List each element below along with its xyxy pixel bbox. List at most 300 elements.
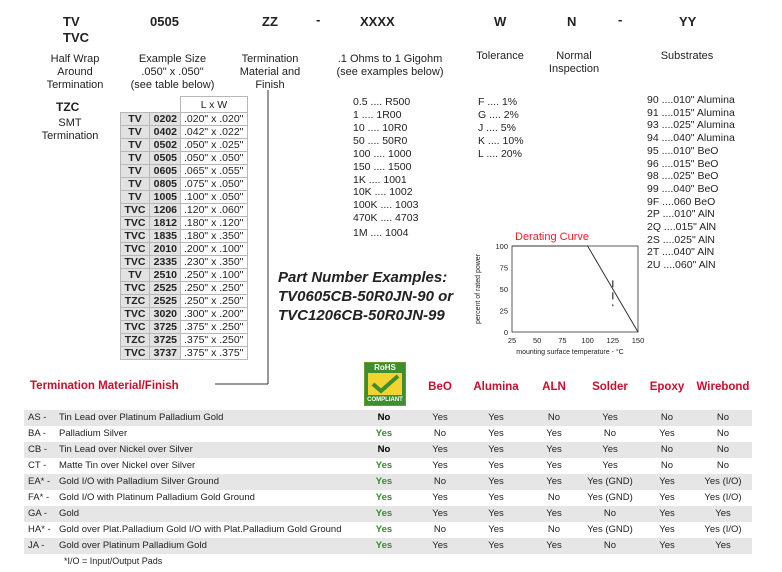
termination-cell: Yes: [546, 444, 562, 455]
substrate-row: 94 ....040" Alumina: [647, 132, 735, 145]
part-number-examples: [278, 268, 453, 325]
size-row: [121, 269, 248, 282]
rohs-badge-bottom: COMPLIANT: [367, 397, 403, 403]
size-prefix: TVC: [121, 308, 150, 321]
resistance-code: 10R0: [382, 122, 408, 134]
size-prefix: TVC: [121, 256, 150, 269]
termination-code: JA -: [28, 540, 45, 551]
size-row: [121, 321, 248, 334]
termination-cell: Yes: [432, 508, 448, 519]
size-row: [121, 113, 248, 126]
termination-cell: Yes: [602, 460, 618, 471]
size-prefix: TVC: [121, 243, 150, 256]
resistance-value: 1: [353, 109, 359, 121]
substrate-code: 98: [647, 170, 659, 183]
substrate-desc: .025" AlN: [671, 233, 715, 246]
size-dimensions: .100" x .050": [181, 191, 248, 204]
size-prefix: TV: [121, 152, 150, 165]
substrate-row: 2Q ....015" AlN: [647, 221, 717, 233]
termination-cell: Yes: [432, 460, 448, 471]
size-row: [121, 126, 248, 139]
substrate-desc: .040" AlN: [670, 246, 715, 259]
sub-title: Substrates: [660, 50, 714, 62]
resistance-code: 1R00: [376, 109, 402, 121]
tolerance-value: 5%: [500, 122, 516, 134]
termination-cell: Yes (I/O): [704, 524, 742, 535]
size-prefix: TVC: [121, 282, 150, 295]
substrate-row: 98 ....025" BeO: [647, 170, 719, 183]
termination-row: [24, 506, 752, 522]
resistance-value: 1K: [353, 174, 366, 186]
size-table-header: L x W: [181, 97, 248, 113]
termination-cell: Yes: [659, 540, 675, 551]
termination-column-header: Solder: [592, 381, 628, 393]
size-dimensions: .375" x .250": [181, 334, 248, 347]
resistance-code: 1004: [385, 227, 409, 239]
termination-code: GA -: [28, 508, 48, 519]
termination-cell: Yes (I/O): [704, 476, 742, 487]
resistance-code: R500: [385, 96, 411, 108]
size-dimensions: .120" x .060": [181, 204, 248, 217]
termination-cell: No: [716, 460, 730, 471]
termination-column-header: Wirebond: [696, 381, 750, 393]
substrate-row: 91 ....015" Alumina: [647, 106, 735, 119]
size-row: [121, 334, 248, 347]
termination-cell: No: [433, 428, 447, 439]
rohs-value: Yes: [375, 540, 393, 551]
termination-cell: Yes: [432, 540, 448, 551]
termination-code: FA* -: [28, 492, 50, 503]
size-dimensions: .075" x .050": [181, 178, 248, 191]
substrate-code: 96: [647, 157, 659, 170]
resistance-code: 1000: [388, 148, 412, 160]
size-row: [121, 152, 248, 165]
size-row: [121, 165, 248, 178]
substrate-code: 2U: [647, 259, 661, 272]
termination-cell: No: [547, 524, 561, 535]
termination-cell: No: [603, 428, 617, 439]
termination-column-header: Alumina: [473, 381, 519, 393]
termination-column-header: ALN: [542, 381, 566, 393]
termination-code: EA* -: [28, 476, 51, 487]
termination-desc: Palladium Silver: [59, 428, 128, 439]
termination-cell: Yes: [659, 428, 675, 439]
substrate-code: 2P: [647, 208, 660, 221]
chart-ytick-label: 0: [503, 328, 508, 337]
resistance-row: 0.5 .... R500: [353, 96, 411, 108]
size-dimensions: .065" x .055": [181, 165, 248, 178]
size-code: 3737: [150, 347, 181, 360]
size-prefix: TV: [121, 191, 150, 204]
chart-xtick-label: 50: [533, 336, 542, 345]
chart-xtick-label: 150: [631, 336, 645, 345]
termination-cell: No: [547, 492, 561, 503]
tolerance-value: 20%: [500, 148, 522, 160]
termination-desc: Gold I/O with Platinum Palladium Gold Ground: [59, 492, 255, 503]
size-row: [121, 230, 248, 243]
termination-row: [24, 474, 752, 490]
resistance-code: 4703: [395, 212, 419, 224]
chart-ytick-label: 50: [499, 285, 508, 294]
resistance-row: 10K .... 1002: [353, 186, 413, 198]
resistance-row: 470K .... 4703: [353, 212, 419, 224]
termination-desc: Tin Lead over Nickel over Silver: [59, 444, 193, 455]
size-prefix: TVC: [121, 347, 150, 360]
termination-cell: Yes: [659, 524, 675, 535]
size-code: 3020: [150, 308, 181, 321]
code-tolerance: W: [494, 14, 507, 29]
tzc-label: TZC: [56, 100, 80, 114]
termination-row: [24, 522, 752, 538]
size-dimensions: .250" x .250": [181, 295, 248, 308]
substrate-row: 99 ....040" BeO: [647, 182, 719, 195]
termination-desc: Gold over Platinum Palladium Gold: [59, 540, 207, 551]
resistance-value: 10: [353, 122, 365, 134]
rohs-value: No: [377, 412, 391, 423]
resistance-row: 150 .... 1500: [353, 161, 412, 173]
size-code: 3725: [150, 321, 181, 334]
termination-cell: No: [603, 540, 617, 551]
termination-cell: No: [660, 460, 674, 471]
size-dimensions: .200" x .100": [181, 243, 248, 256]
termination-cell: Yes: [488, 444, 504, 455]
size-note: (see table below): [130, 79, 215, 91]
size-code: 1812: [150, 217, 181, 230]
substrate-row: 2U ....060" AlN: [647, 259, 716, 272]
termination-row: [24, 490, 752, 506]
substrate-row: 95 ....010" BeO: [647, 144, 719, 157]
rohs-value: Yes: [375, 428, 393, 439]
termination-desc: Gold: [59, 508, 80, 519]
substrate-code: 90: [647, 94, 659, 106]
termination-row: [24, 458, 752, 474]
termination-cell: No: [547, 412, 561, 423]
size-dimensions: .020" x .020": [181, 113, 248, 126]
termination-cell: Yes: [432, 492, 448, 503]
size-prefix: TV: [121, 113, 150, 126]
size-code: 0805: [150, 178, 181, 191]
tolerance-value: 2%: [503, 109, 519, 121]
tolerance-row: K .... 10%: [478, 135, 524, 147]
termination-cell: Yes: [602, 412, 618, 423]
termination-cell: Yes: [488, 428, 504, 439]
termination-cell: No: [716, 444, 730, 455]
resistance-value: 150: [353, 161, 371, 173]
tolerance-code: F: [478, 96, 485, 108]
termination-desc: Gold I/O with Palladium Silver Ground: [59, 476, 219, 487]
res-title: .1 Ohms to 1 Gigohm: [337, 53, 443, 65]
chart-ytick-label: 100: [495, 242, 508, 251]
resistance-row: 1M .... 1004: [353, 227, 409, 239]
size-row: [121, 139, 248, 152]
size-dimensions: .042" x .022": [181, 126, 248, 139]
resistance-code: 50R0: [382, 135, 408, 147]
rohs-check-icon: [368, 373, 402, 395]
derating-chart: [472, 226, 648, 358]
termination-code: HA* -: [28, 524, 51, 535]
dash-2: -: [618, 12, 623, 27]
size-dimensions: .050" x .050": [181, 152, 248, 165]
termination-cell: Yes (GND): [587, 476, 633, 487]
resistance-value: 50: [353, 135, 365, 147]
size-code: 2335: [150, 256, 181, 269]
substrate-desc: .015" Alumina: [670, 106, 735, 119]
examples-line-2: TVC1206CB-50R0JN-99: [278, 307, 445, 324]
tol-title: Tolerance: [476, 50, 524, 62]
code-tvc: TVC: [63, 30, 89, 45]
code-resistance: XXXX: [360, 14, 395, 29]
size-prefix: TV: [121, 139, 150, 152]
termination-cell: No: [660, 444, 674, 455]
size-dimensions: .300" x .200": [181, 308, 248, 321]
termination-cell: No: [603, 508, 617, 519]
substrate-code: 95: [647, 144, 659, 157]
termination-cell: Yes: [715, 508, 731, 519]
size-dimensions: .230" x .350": [181, 256, 248, 269]
substrate-code: 2T: [647, 246, 660, 259]
size-title: Example Size: [138, 53, 207, 65]
termination-row: [24, 538, 752, 554]
size-dimensions: .250" x .250": [181, 282, 248, 295]
substrate-desc: .060" AlN: [672, 259, 716, 272]
size-code: 1005: [150, 191, 181, 204]
size-code: 2010: [150, 243, 181, 256]
size-code: 2525: [150, 295, 181, 308]
termination-desc: Matte Tin over Nickel over Silver: [59, 460, 196, 471]
rohs-value: Yes: [375, 492, 393, 503]
termination-column-header: BeO: [428, 381, 452, 393]
termination-cell: Yes: [488, 476, 504, 487]
size-code: 0502: [150, 139, 181, 152]
size-row: [121, 308, 248, 321]
termination-code: CB -: [28, 444, 47, 455]
substrate-code: 93: [647, 119, 659, 132]
footnote: *I/O = Input/Output Pads: [64, 556, 163, 566]
chart-xtick-label: 125: [606, 336, 620, 345]
size-code: 1206: [150, 204, 181, 217]
res-note: (see examples below): [336, 66, 444, 78]
termination-code: CT -: [28, 460, 47, 471]
termination-cell: No: [716, 412, 730, 423]
resistance-row: 1 .... 1R00: [353, 109, 402, 121]
tolerance-value: 1%: [501, 96, 518, 108]
code-size: 0505: [150, 14, 179, 29]
rohs-value: Yes: [375, 508, 393, 519]
size-code: 3725: [150, 334, 181, 347]
substrate-row: 90 ....010" Alumina: [647, 94, 735, 106]
chart-xlabel: mounting surface temperature - °C: [516, 349, 624, 356]
size-row: [121, 217, 248, 230]
termination-cell: Yes: [432, 412, 448, 423]
size-prefix: TVC: [121, 321, 150, 334]
chart-plot-area: [512, 246, 638, 332]
substrate-desc: .060 BeO: [670, 195, 716, 208]
size-prefix: TZC: [121, 334, 150, 347]
termination-cell: Yes (GND): [587, 524, 633, 535]
resistance-value: 100K: [353, 199, 378, 211]
size-row: [121, 178, 248, 191]
chart-xtick-label: 75: [558, 336, 567, 345]
size-prefix: TV: [121, 126, 150, 139]
substrate-row: 96 ....015" BeO: [647, 157, 719, 170]
termination-cell: Yes: [546, 540, 562, 551]
resistance-value: 0.5: [353, 96, 368, 108]
termination-cell: Yes: [488, 540, 504, 551]
code-substrate: YY: [679, 14, 697, 29]
chart-ytick-label: 75: [499, 263, 508, 273]
rohs-value: Yes: [375, 476, 393, 487]
substrate-desc: .025" BeO: [670, 170, 719, 183]
examples-line-1: TV0605CB-50R0JN-90 or: [278, 288, 454, 305]
termination-cell: Yes: [488, 492, 504, 503]
resistance-value: 10K: [353, 186, 372, 198]
size-prefix: TVC: [121, 204, 150, 217]
chart-ytick-label: 25: [499, 306, 508, 316]
resistance-code: 1500: [388, 161, 412, 173]
termination-desc: Gold over Plat.Palladium Gold I/O with Plat.Palladium Gold Ground: [59, 524, 342, 535]
rohs-value: Yes: [375, 460, 393, 471]
size-row: [121, 204, 248, 217]
dash-1: -: [316, 12, 321, 27]
termination-title: Termination Material/Finish: [30, 380, 179, 392]
size-code: 1835: [150, 230, 181, 243]
termination-cell: Yes: [546, 460, 562, 471]
size-dimensions: .180" x .350": [181, 230, 248, 243]
termination-cell: No: [716, 428, 730, 439]
termination-desc: Tin Lead over Platinum Palladium Gold: [59, 412, 224, 423]
substrate-row: 2T ....040" AlN: [647, 246, 715, 259]
size-row: [121, 191, 248, 204]
chart-xtick-label: 100: [581, 336, 594, 345]
substrate-row: 9F ....060 BeO: [647, 195, 716, 208]
resistance-row: 1K .... 1001: [353, 174, 407, 186]
substrate-code: 2Q: [647, 221, 662, 233]
substrate-row: 2P ....010" AlN: [647, 208, 715, 221]
tzc-desc: SMT Termination: [41, 117, 99, 142]
size-dimensions: .250" x .100": [181, 269, 248, 282]
termination-cell: Yes: [432, 444, 448, 455]
term-title: Termination Material and Finish: [239, 53, 301, 91]
resistance-code: 1002: [389, 186, 413, 198]
termination-cell: Yes: [488, 460, 504, 471]
chart-title: Derating Curve: [515, 231, 589, 243]
resistance-row: 10 .... 10R0: [353, 122, 408, 134]
termination-column-header: Epoxy: [649, 381, 685, 393]
substrate-code: 91: [647, 106, 659, 119]
examples-title: Part Number Examples:: [278, 269, 448, 286]
tolerance-code: J: [478, 122, 484, 134]
size-code: 0402: [150, 126, 181, 139]
size-prefix: TVC: [121, 230, 150, 243]
size-row: [121, 256, 248, 269]
size-dimensions: .180" x .120": [181, 217, 248, 230]
termination-row: [24, 442, 752, 458]
resistance-value: 470K: [353, 212, 378, 224]
substrate-desc: .040" Alumina: [670, 132, 735, 145]
termination-cell: Yes (GND): [587, 492, 633, 503]
rohs-value: Yes: [375, 524, 393, 535]
substrate-desc: .010" BeO: [670, 144, 719, 157]
termination-cell: Yes: [488, 508, 504, 519]
resistance-value: 100: [353, 148, 371, 160]
rohs-badge: [364, 362, 406, 406]
size-prefix: TV: [121, 165, 150, 178]
tolerance-row: F .... 1%: [478, 96, 518, 108]
size-dimensions: .050" x .025": [181, 139, 248, 152]
termination-cell: Yes: [546, 428, 562, 439]
termination-row: [24, 426, 752, 442]
substrate-code: 99: [647, 182, 659, 195]
tolerance-row: J .... 5%: [478, 122, 516, 134]
size-dimensions: .375" x .375": [181, 347, 248, 360]
termination-cell: Yes: [659, 508, 675, 519]
substrate-desc: .025" Alumina: [670, 119, 735, 132]
insp-title: Normal Inspection: [548, 50, 600, 75]
resistance-code: 1001: [383, 174, 407, 186]
termination-cell: Yes: [488, 412, 504, 423]
tolerance-code: G: [478, 109, 487, 121]
substrate-desc: .015" AlN: [672, 221, 717, 233]
code-termination: ZZ: [262, 14, 278, 29]
termination-cell: No: [433, 524, 447, 535]
size-row: [121, 282, 248, 295]
substrate-row: 93 ....025" Alumina: [647, 119, 735, 132]
size-code: 0505: [150, 152, 181, 165]
size-row: [121, 347, 248, 360]
size-prefix: TVC: [121, 217, 150, 230]
rohs-value: No: [377, 444, 391, 455]
size-example: .050" x .050": [141, 66, 204, 78]
rohs-badge-top: RoHS: [365, 363, 405, 373]
termination-cell: Yes: [488, 524, 504, 535]
substrate-code: 94: [647, 132, 659, 145]
resistance-row: 100 .... 1000: [353, 148, 412, 160]
substrate-code: 2S: [647, 233, 660, 246]
resistance-code: 1003: [395, 199, 419, 211]
code-tv: TV: [63, 14, 80, 29]
size-code: 2525: [150, 282, 181, 295]
substrate-code: 9F: [647, 195, 660, 208]
substrate-desc: .010" Alumina: [670, 94, 735, 106]
tolerance-code: L: [478, 148, 484, 160]
termination-code: BA -: [28, 428, 46, 439]
resistance-row: 100K .... 1003: [353, 199, 419, 211]
size-dimensions: .375" x .250": [181, 321, 248, 334]
tolerance-code: K: [478, 135, 486, 147]
tolerance-row: L .... 20%: [478, 148, 522, 160]
substrate-desc: .010" AlN: [671, 208, 715, 221]
code-inspection: N: [567, 14, 577, 29]
substrate-row: 2S ....025" AlN: [647, 233, 715, 246]
size-prefix: TZC: [121, 295, 150, 308]
chart-ylabel: percent of rated power: [475, 253, 482, 325]
termination-cell: Yes: [546, 476, 562, 487]
size-code: 0202: [150, 113, 181, 126]
substrate-desc: .040" BeO: [670, 182, 719, 195]
resistance-value: 1M: [353, 227, 368, 239]
size-row: [121, 243, 248, 256]
termination-cell: Yes: [659, 476, 675, 487]
termination-row: [24, 410, 752, 426]
termination-cell: No: [660, 412, 674, 423]
tolerance-row: G .... 2%: [478, 109, 519, 121]
tolerance-value: 10%: [502, 135, 524, 147]
size-prefix: TV: [121, 269, 150, 282]
resistance-row: 50 .... 50R0: [353, 135, 408, 147]
substrate-desc: .015" BeO: [670, 157, 719, 170]
termination-cell: Yes: [602, 444, 618, 455]
termination-cell: Yes: [546, 508, 562, 519]
